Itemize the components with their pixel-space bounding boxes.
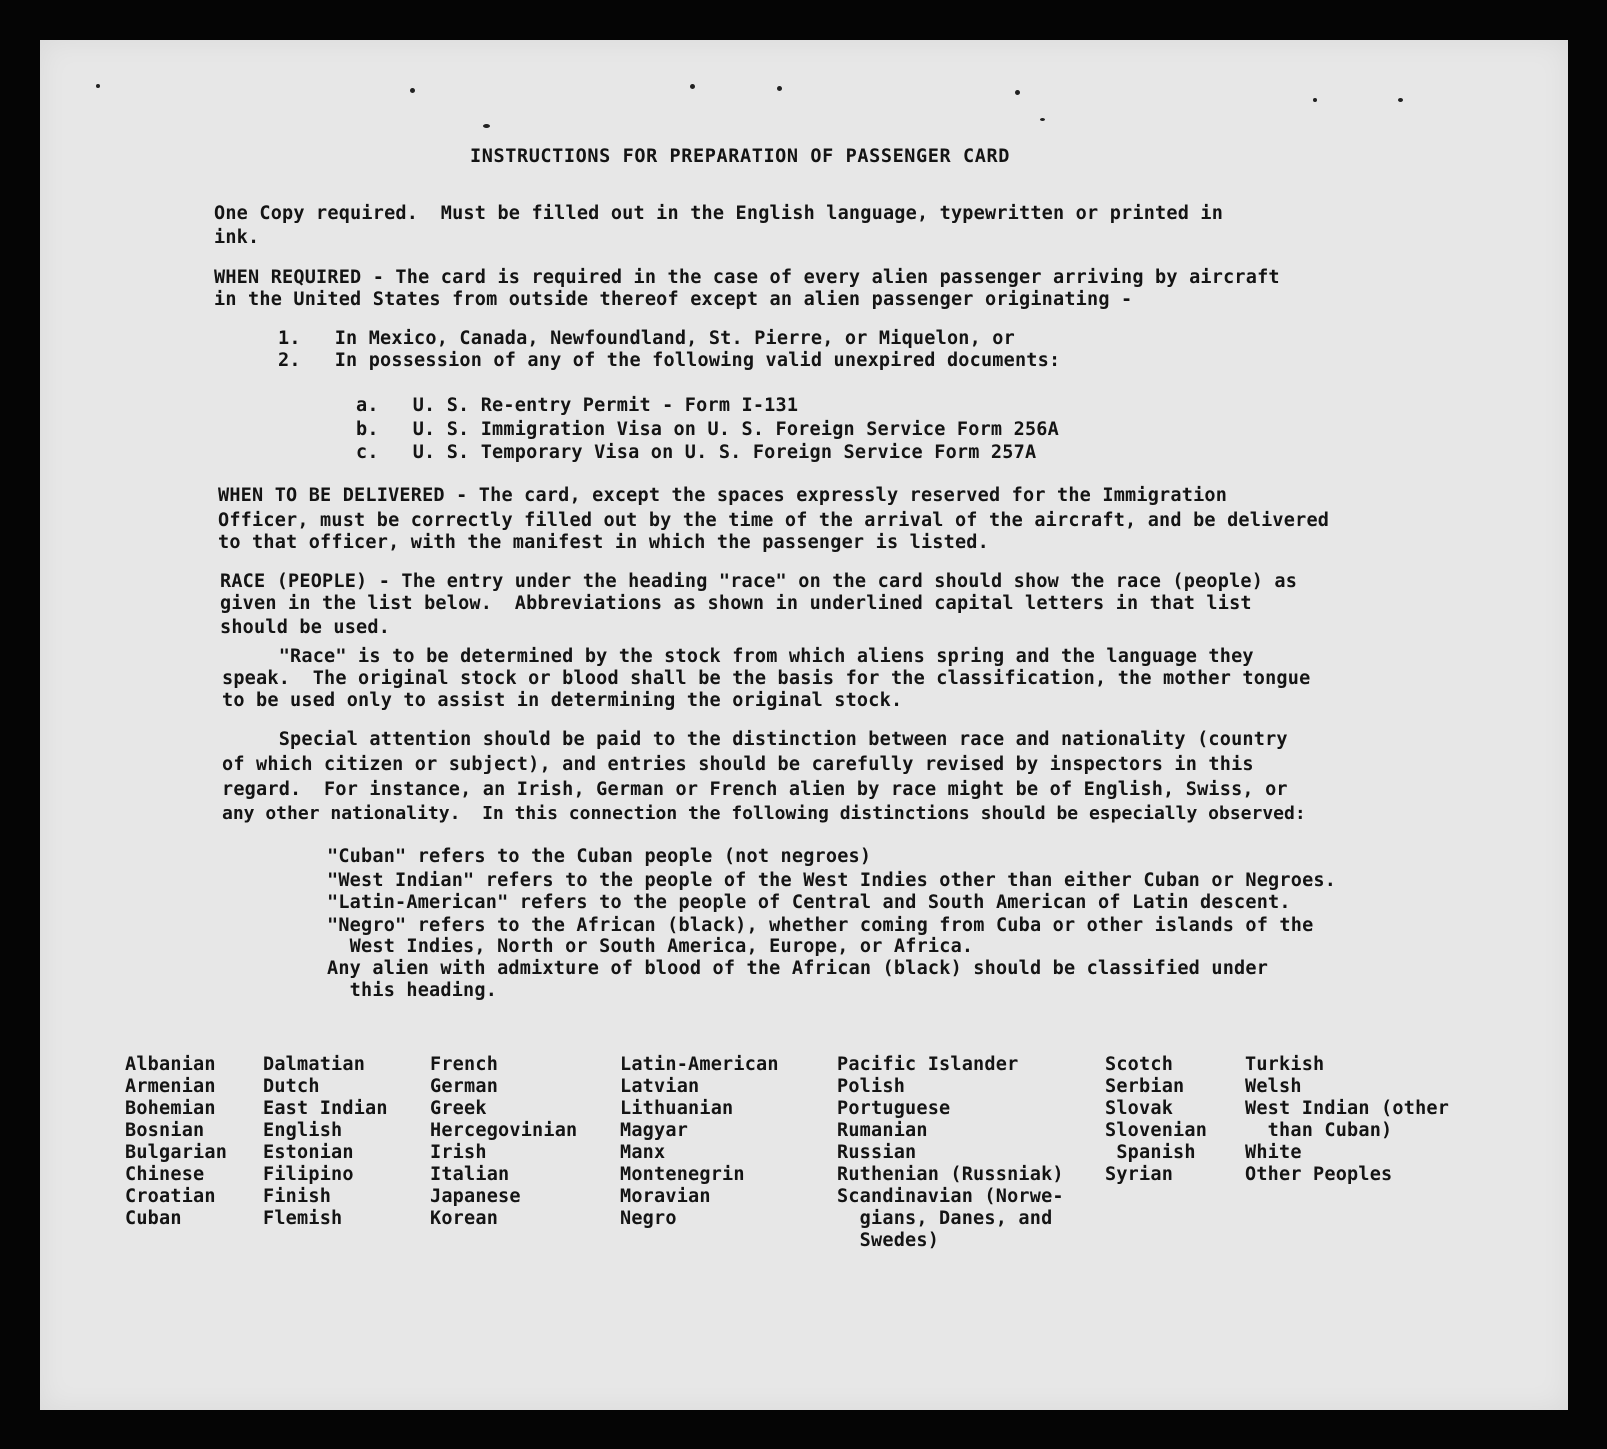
document-item: b. U. S. Immigration Visa on U. S. Foreign Service Form 256A [356,419,1059,440]
race-stock-line: speak. The original stock or blood shall be the basis for the classification, the mother tongue [222,668,1311,689]
race-entry: Greek [430,1098,487,1119]
race-people-line: RACE (PEOPLE) - The entry under the heading "race" on the card should show the race (people) as [220,571,1298,592]
race-entry: Cuban [125,1208,182,1229]
race-list-column [263,1054,388,1230]
race-entry: Spanish [1105,1142,1196,1163]
race-entry: French [430,1054,499,1075]
race-entry: White [1245,1142,1302,1163]
race-entry: Serbian [1105,1076,1185,1097]
race-entry: Latin-American [620,1054,779,1075]
distinction-line: "Negro" refers to the African (black), whether coming from Cuba or other islands of the [327,915,1314,936]
race-entry: Croatian [125,1186,216,1207]
intro-line: One Copy required. Must be filled out in the English language, typewritten or printed in [214,203,1224,224]
race-entry: Chinese [125,1164,205,1185]
numbered-item: 1. In Mexico, Canada, Newfoundland, St. Pierre, or Miquelon, or [278,328,1015,349]
race-entry: Lithuanian [620,1098,734,1119]
page-title: INSTRUCTIONS FOR PREPARATION OF PASSENGER CARD [470,146,1010,167]
race-entry: Swedes) [837,1230,940,1251]
race-entry: Montenegrin [620,1164,745,1185]
race-entry: gians, Danes, and [837,1208,1053,1229]
when-required-line: WHEN REQUIRED - The card is required in the case of every alien passenger arriving by aircraft [214,267,1280,288]
race-entry: Filipino [263,1164,354,1185]
document-page [40,40,1568,1410]
distinction-line: Any alien with admixture of blood of the African (black) should be classified under [327,958,1269,979]
race-entry: Hercegovinian [430,1120,578,1141]
document-item: c. U. S. Temporary Visa on U. S. Foreign Service Form 257A [356,442,1037,463]
scan-mark [1015,90,1020,95]
when-delivered-line: WHEN TO BE DELIVERED - The card, except the spaces expressly reserved for the Immigration [218,485,1228,506]
scan-mark [96,84,100,88]
race-entry: Scotch [1105,1054,1174,1075]
race-entry: Armenian [125,1076,216,1097]
special-attention-line: of which citizen or subject), and entries should be carefully revised by inspectors in this [222,754,1254,775]
race-entry: Slovenian [1105,1120,1208,1141]
distinction-line: West Indies, North or South America, Europe, or Africa. [327,936,974,957]
race-entry: Korean [430,1208,499,1229]
race-entry: East Indian [263,1098,388,1119]
race-entry: Magyar [620,1120,689,1141]
race-entry: Estonian [263,1142,354,1163]
race-entry: Syrian [1105,1164,1174,1185]
scan-mark [1040,118,1045,121]
distinction-line: this heading. [327,980,498,1001]
scan-mark [410,88,415,93]
when-required-line: in the United States from outside thereof except an alien passenger originating - [214,289,1133,310]
special-attention-line: Special attention should be paid to the distinction between race and nationality (country [222,729,1288,750]
race-entry: Portuguese [837,1098,951,1119]
distinction-line: "Cuban" refers to the Cuban people (not negroes) [327,846,872,867]
race-entry: Negro [620,1208,677,1229]
race-entry: Welsh [1245,1076,1302,1097]
when-delivered-line: Officer, must be correctly filled out by the time of the arrival of the aircraft, and be delivered [218,510,1330,531]
race-entry: Slovak [1105,1098,1174,1119]
race-stock-line: to be used only to assist in determining the original stock. [222,690,903,711]
special-attention-line: any other nationality. In this connection the following distinctions should be especially observed: [222,803,1306,824]
intro-line: ink. [214,227,260,248]
when-delivered-line: to that officer, with the manifest in which the passenger is listed. [218,532,989,553]
race-entry: Rumanian [837,1120,928,1141]
race-entry: Italian [430,1164,510,1185]
race-stock-line: "Race" is to be determined by the stock from which aliens spring and the language they [222,646,1254,667]
race-entry: Flemish [263,1208,343,1229]
race-entry: Latvian [620,1076,700,1097]
race-people-line: should be used. [220,617,391,638]
race-entry: Pacific Islander [837,1054,1019,1075]
scan-mark [777,86,782,91]
race-entry: Ruthenian (Russniak) [837,1164,1064,1185]
race-entry: Scandinavian (Norwe- [837,1186,1064,1207]
race-entry: Moravian [620,1186,711,1207]
race-entry: West Indian (other [1245,1098,1450,1119]
race-entry: Other Peoples [1245,1164,1393,1185]
race-entry: Japanese [430,1186,521,1207]
race-entry: Albanian [125,1054,216,1075]
document-item: a. U. S. Re-entry Permit - Form I-131 [356,395,799,416]
race-entry: Bulgarian [125,1142,228,1163]
race-entry: Bosnian [125,1120,205,1141]
race-entry: Irish [430,1142,487,1163]
race-list-column [1105,1054,1207,1186]
scan-mark [690,84,695,89]
race-list-column [837,1054,1064,1252]
scan-mark [1398,98,1403,102]
race-list-column [430,1054,577,1230]
scan-mark [1313,98,1317,102]
race-list-column [1245,1054,1449,1186]
race-people-line: given in the list below. Abbreviations as shown in underlined capital letters in that list [220,593,1252,614]
race-list-column [620,1054,779,1230]
race-entry: Russian [837,1142,917,1163]
race-entry: English [263,1120,343,1141]
race-entry: Dalmatian [263,1054,366,1075]
race-entry: German [430,1076,499,1097]
distinction-line: "Latin-American" refers to the people of Central and South American of Latin descent. [327,892,1291,913]
race-entry: Turkish [1245,1054,1325,1075]
race-entry: Manx [620,1142,666,1163]
race-entry: Bohemian [125,1098,216,1119]
race-entry: Dutch [263,1076,320,1097]
numbered-item: 2. In possession of any of the following valid unexpired documents: [278,350,1061,371]
race-entry: Polish [837,1076,906,1097]
scan-mark [483,124,490,128]
special-attention-line: regard. For instance, an Irish, German or French alien by race might be of English, Swiss, or [222,779,1288,800]
race-list-column [125,1054,227,1230]
race-entry: Finish [263,1186,332,1207]
distinction-line: "West Indian" refers to the people of the West Indies other than either Cuban or Negroes. [327,870,1337,891]
race-entry: than Cuban) [1245,1120,1393,1141]
